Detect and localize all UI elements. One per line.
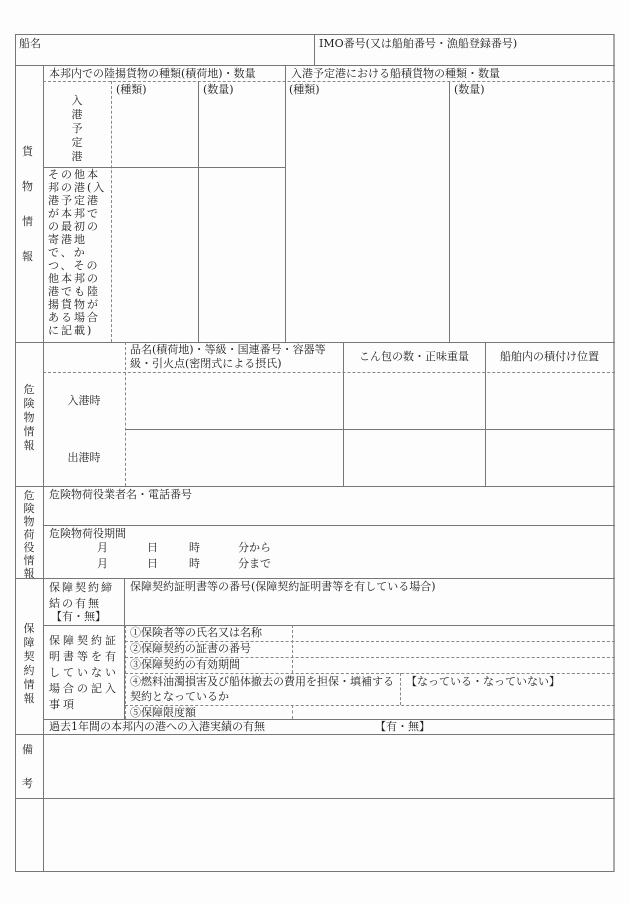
load-header: 入港予定港における船積貨物の種類・数量 [291, 67, 500, 80]
load-qty-field[interactable] [450, 96, 613, 341]
certificate-number-field[interactable] [294, 642, 612, 656]
insurance-item-2: ②保障契約の証書の番号 [130, 642, 251, 655]
unload-qty-other-field[interactable] [199, 168, 284, 341]
insurance-section-label: 保障契約情報 [23, 622, 35, 705]
unload-qty-label: (数量) [203, 83, 234, 96]
departure-item-field[interactable] [126, 430, 342, 485]
insurance-item-1: ①保険者等の氏名又は名称 [130, 626, 262, 639]
ship-name-field[interactable] [44, 52, 312, 64]
divider [43, 525, 615, 526]
validity-period-field[interactable] [294, 658, 612, 672]
other-port-label: その他本邦の港(入港予定港が本邦での最初の寄港地で、かつ、その他本邦の港でも陸揚貨物がある場合に記載) [48, 168, 107, 337]
cert-number-field[interactable] [130, 596, 610, 622]
handling-operator-label: 危険物荷役業者名・電話番号 [49, 488, 192, 501]
divider [15, 486, 615, 487]
insurance-item-3: ③保障契約の有効期間 [130, 658, 240, 671]
divider [15, 65, 615, 66]
divider [292, 625, 293, 673]
hazard-item-header: 品名(積荷地)・等級・国連番号・容器等級・引火点(密閉式による摂氏) [130, 343, 326, 370]
load-type-field[interactable] [286, 96, 448, 341]
imo-label: IMO番号(又は船舶番号・漁船登録番号) [319, 37, 518, 50]
insurance-item-5: ⑤保障限度額 [130, 706, 196, 719]
cert-number-label: 保障契約証明書等の番号(保障契約証明書等を有している場合) [130, 580, 436, 593]
remarks-section-label: 備 考 [22, 743, 33, 790]
no-cert-label: 保障契約証明書等を有していない場合の記入事項 [49, 634, 119, 711]
handling-to-row: 月 日 時 分まで [97, 557, 271, 570]
divider [292, 705, 293, 719]
contract-label: 保障契約締結の有無 [49, 581, 114, 610]
divider [43, 81, 615, 82]
unload-qty-planned-field[interactable] [199, 96, 284, 166]
item4-choice[interactable]: 【なっている・なっていない】 [406, 675, 560, 688]
handling-from-row: 月 日 時 分から [97, 541, 271, 554]
unload-header: 本邦内での陸揚貨物の種類(積荷地)・数量 [49, 67, 256, 80]
insurance-item-4: ④燃料油濁損害及び船体撤去の費用を担保・填補する契約となっているか [130, 675, 394, 703]
arrival-package-field[interactable] [344, 373, 484, 428]
load-type-label: (種類) [289, 83, 320, 96]
handling-section-label: 危険物荷役情報 [23, 489, 35, 580]
planned-port-label: 入港予定港 [71, 94, 83, 163]
arrival-position-field[interactable] [486, 373, 613, 428]
unload-type-label: (種類) [116, 83, 147, 96]
handling-period-label: 危険物荷役期間 [49, 527, 126, 540]
insurer-name-field[interactable] [294, 626, 612, 640]
divider [43, 429, 125, 430]
unload-type-other-field[interactable] [112, 168, 197, 341]
handling-operator-field[interactable] [49, 503, 609, 523]
departure-package-field[interactable] [344, 430, 484, 485]
contract-choice[interactable]: 【有・無】 [51, 610, 106, 623]
arrival-label: 入港時 [67, 394, 101, 407]
cargo-section-label: 貨 物 情 報 [22, 145, 33, 263]
imo-field[interactable] [319, 52, 609, 64]
departure-label: 出港時 [67, 451, 101, 464]
divider [400, 673, 401, 705]
load-qty-label: (数量) [454, 83, 485, 96]
blank-area [16, 799, 613, 870]
hazard-section-label: 危険物情報 [23, 383, 35, 452]
departure-position-field[interactable] [486, 430, 613, 485]
past-entry-choice[interactable]: 【有・無】 [375, 720, 430, 733]
arrival-item-field[interactable] [126, 373, 342, 428]
hazard-position-header: 船舶内の積付け位置 [500, 350, 599, 363]
divider [314, 34, 315, 65]
ship-name-label: 船名 [19, 37, 41, 50]
past-entry-label: 過去1年間の本邦内の港への入港実績の有無 [49, 720, 265, 733]
unload-type-planned-field[interactable] [112, 96, 197, 166]
hazard-package-header: こん包の数・正味重量 [359, 350, 469, 363]
coverage-limit-field[interactable] [294, 706, 612, 719]
remarks-field[interactable] [44, 735, 613, 797]
divider [15, 578, 615, 579]
